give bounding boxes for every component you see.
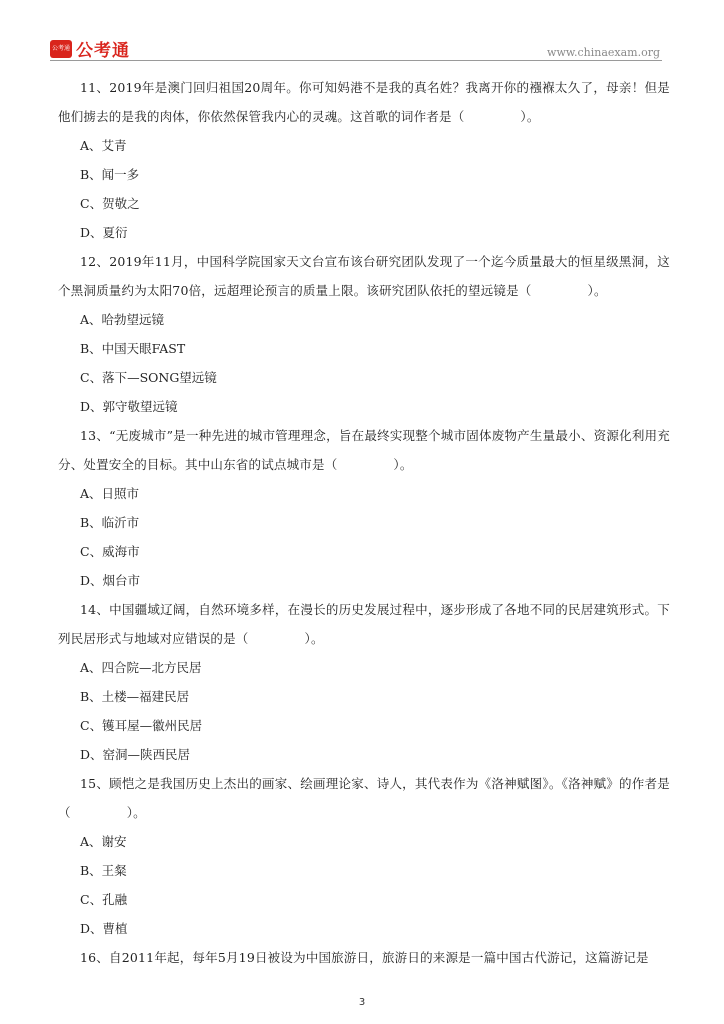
answer-option: B、闻一多 xyxy=(80,167,140,182)
question-stem: 16、自2011年起，每年5月19日被设为中国旅游日，旅游日的来源是一篇中国古代游记，这篇游记是 xyxy=(80,950,649,965)
answer-option: A、谢安 xyxy=(80,834,127,849)
answer-option: B、王粲 xyxy=(80,863,127,878)
site-url[interactable]: www.chinaexam.org xyxy=(547,46,660,59)
brand-logo[interactable] xyxy=(50,36,130,61)
answer-option: C、贺敬之 xyxy=(80,196,140,211)
answer-option: C、威海市 xyxy=(80,544,140,559)
answer-option: D、烟台市 xyxy=(80,573,141,588)
question-stem: 13、“无废城市”是一种先进的城市管理理念，旨在最终实现整个城市固体废物产生量最小、资源化利用充分、处置安全的目标。其中山东省的试点城市是（ ）。 xyxy=(58,428,670,472)
logo-badge-icon: 公考通 xyxy=(50,40,72,58)
answer-option: C、落下—SONG望远镜 xyxy=(80,370,217,385)
answer-option: A、艾青 xyxy=(80,138,127,153)
answer-option: A、哈勃望远镜 xyxy=(80,312,165,327)
page-number: 3 xyxy=(358,997,366,1008)
question-stem: 15、顾恺之是我国历史上杰出的画家、绘画理论家、诗人，其代表作为《洛神赋图》。《洛神赋》的作者是（ ）。 xyxy=(58,776,670,820)
question-stem: 14、中国疆域辽阔，自然环境多样，在漫长的历史发展过程中，逐步形成了各地不同的民居建筑形式。下列民居形式与地域对应错误的是（ ）。 xyxy=(58,602,670,646)
answer-option: A、日照市 xyxy=(80,486,140,501)
answer-option: C、镬耳屋—徽州民居 xyxy=(80,718,203,733)
answer-option: B、临沂市 xyxy=(80,515,140,530)
answer-option: D、曹植 xyxy=(80,921,128,936)
header-divider xyxy=(50,60,662,61)
question-stem: 12、2019年11月，中国科学院国家天文台宣布该台研究团队发现了一个迄今质量最大的恒星级黑洞，这个黑洞质量约为太阳70倍，远超理论预言的质量上限。该研究团队依托的望远镜是（ ）。 xyxy=(58,254,670,298)
page-header xyxy=(0,0,724,64)
answer-option: B、中国天眼FAST xyxy=(80,341,186,356)
answer-option: C、孔融 xyxy=(80,892,128,907)
question-stem: 11、2019年是澳门回归祖国20周年。你可知妈港不是我的真名姓？我离开你的襁褓太久了，母亲！但是他们掳去的是我的肉体，你依然保管我内心的灵魂。这首歌的词作者是（ ）。 xyxy=(58,80,670,124)
logo-text: 公考通 xyxy=(76,41,130,61)
answer-option: D、夏衍 xyxy=(80,225,128,240)
answer-option: B、土楼—福建民居 xyxy=(80,689,190,704)
answer-option: D、窑洞—陕西民居 xyxy=(80,747,191,762)
answer-option: A、四合院—北方民居 xyxy=(80,660,202,675)
question-list xyxy=(58,73,670,972)
answer-option: D、郭守敬望远镜 xyxy=(80,399,178,414)
